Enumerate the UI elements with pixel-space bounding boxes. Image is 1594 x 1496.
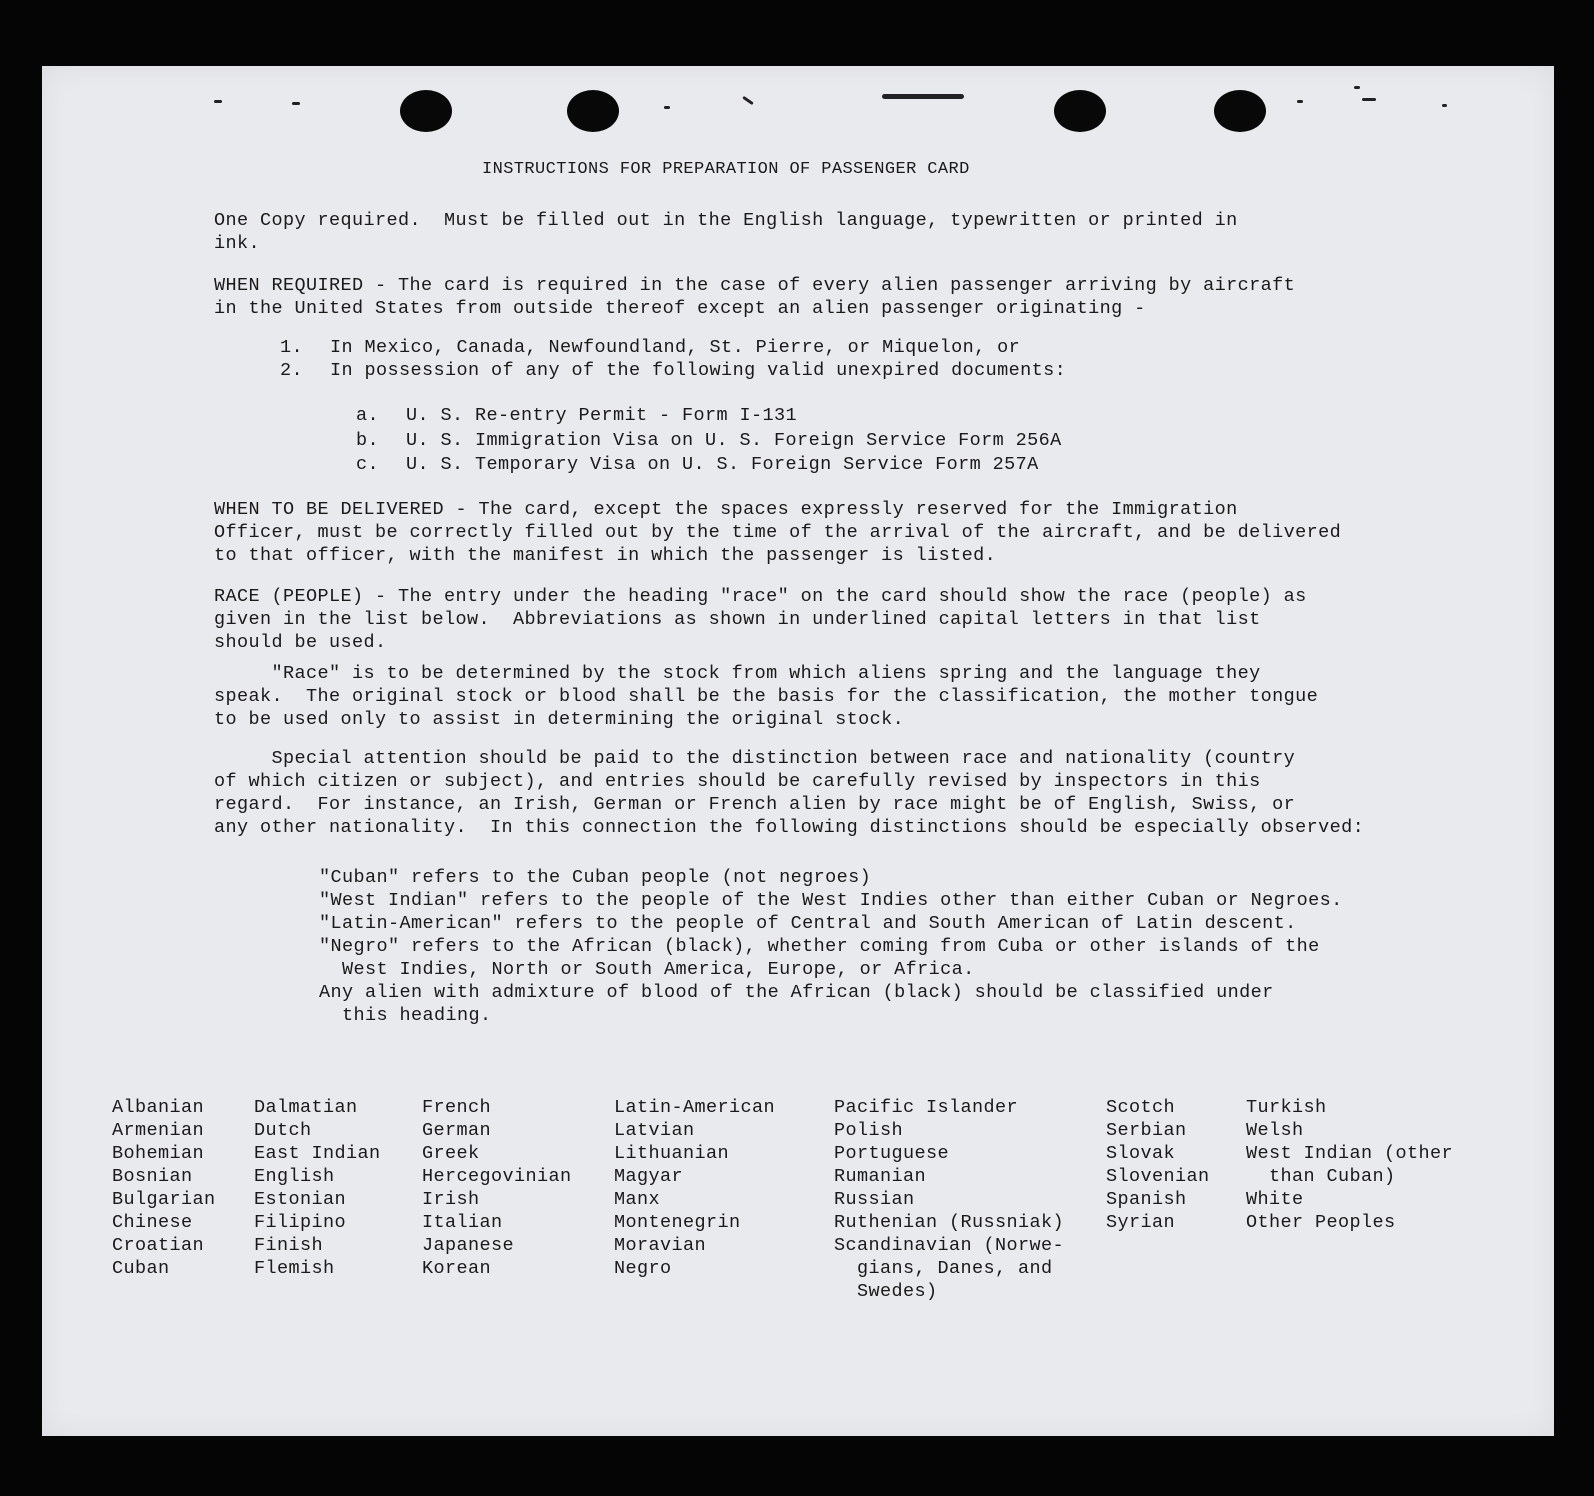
ink-mark — [1297, 100, 1303, 103]
race-entry: Slovak — [1106, 1143, 1176, 1164]
race-entry: Turkish — [1246, 1097, 1327, 1118]
punch-hole — [567, 90, 619, 132]
race-entry: Slovenian — [1106, 1166, 1210, 1187]
race-column — [422, 1096, 572, 1280]
race-column — [112, 1096, 216, 1280]
race-entry: Scandinavian (Norwe- — [834, 1235, 1065, 1256]
race-entry: Spanish — [1106, 1189, 1187, 1210]
race-entry: than Cuban) — [1246, 1166, 1396, 1187]
punch-hole — [1214, 90, 1266, 132]
race-entry: Scotch — [1106, 1097, 1176, 1118]
race-entry: Cuban — [112, 1258, 170, 1279]
race-entry: Finish — [254, 1235, 324, 1256]
document-title: INSTRUCTIONS FOR PREPARATION OF PASSENGER CARD — [482, 160, 970, 179]
list-item-text: U. S. Immigration Visa on U. S. Foreign Service Form 256A — [406, 430, 1062, 451]
intro-paragraph: One Copy required. Must be filled out in the English language, typewritten or printed in ink. — [214, 210, 1238, 254]
ink-mark — [292, 102, 300, 105]
race-column — [1106, 1096, 1210, 1234]
punch-hole — [400, 90, 452, 132]
ink-mark — [1362, 98, 1376, 101]
race-entry: Chinese — [112, 1212, 193, 1233]
race-entry: Albanian — [112, 1097, 205, 1118]
race-entry: West Indian (other — [1246, 1143, 1454, 1164]
race-entry: Other Peoples — [1246, 1212, 1396, 1233]
race-entry: Korean — [422, 1258, 492, 1279]
race-entry: Polish — [834, 1120, 904, 1141]
race-entry: Flemish — [254, 1258, 335, 1279]
list-item-text: U. S. Temporary Visa on U. S. Foreign Service Form 257A — [406, 454, 1039, 475]
special-attention-paragraph: Special attention should be paid to the distinction between race and nationality (country of which citizen or subject), and entries should be carefully revised by inspectors in this regard. For instance, an Irish, German or French alien by race might be of English, Swiss, or any other nationality. In this connection the following distinctions should be especially observed: — [214, 748, 1365, 838]
race-entry: German — [422, 1120, 492, 1141]
race-entry: English — [254, 1166, 335, 1187]
race-entry: Portuguese — [834, 1143, 950, 1164]
race-entry: Dutch — [254, 1120, 312, 1141]
race-entry: Bulgarian — [112, 1189, 216, 1210]
race-entry: Bosnian — [112, 1166, 193, 1187]
race-entry: Bohemian — [112, 1143, 205, 1164]
race-entry: White — [1246, 1189, 1304, 1210]
race-entry: Latvian — [614, 1120, 695, 1141]
list-letter: a. — [356, 405, 380, 426]
race-entry: Irish — [422, 1189, 480, 1210]
ink-mark — [1442, 104, 1447, 107]
race-column — [254, 1096, 381, 1280]
race-entry: Russian — [834, 1189, 915, 1210]
race-entry: Ruthenian (Russniak) — [834, 1212, 1065, 1233]
race-definition-paragraph: "Race" is to be determined by the stock from which aliens spring and the language they speak. The original stock or blood shall be the basis for the classification, the mother tongue to be used only to assist in determining the original stock. — [214, 663, 1319, 730]
race-entry: Latin-American — [614, 1097, 776, 1118]
when-required-paragraph: WHEN REQUIRED - The card is required in the case of every alien passenger arriving by aircraft in the United States from outside thereof except an alien passenger originating - — [214, 275, 1296, 319]
punch-hole — [1054, 90, 1106, 132]
race-entry: Syrian — [1106, 1212, 1176, 1233]
race-entry: Moravian — [614, 1235, 707, 1256]
race-entry: Lithuanian — [614, 1143, 730, 1164]
list-letter: b. — [356, 430, 380, 451]
race-entry: Estonian — [254, 1189, 347, 1210]
list-number: 2. — [280, 360, 304, 381]
race-entry: Manx — [614, 1189, 661, 1210]
ink-mark — [214, 100, 222, 103]
document-page — [42, 66, 1554, 1436]
race-entry: Greek — [422, 1143, 480, 1164]
ink-mark — [742, 96, 754, 105]
race-entry: Swedes) — [834, 1281, 938, 1302]
when-delivered-paragraph: WHEN TO BE DELIVERED - The card, except the spaces expressly reserved for the Immigration Officer, must be correctly filled out by the time of the arrival of the aircraft, and be delivered to that officer, with the manifest in which the passenger is listed. — [214, 499, 1342, 566]
race-entry: East Indian — [254, 1143, 381, 1164]
race-entry: Croatian — [112, 1235, 205, 1256]
list-item-text: U. S. Re-entry Permit - Form I-131 — [406, 405, 798, 426]
distinctions-list: "Cuban" refers to the Cuban people (not negroes) "West Indian" refers to the people of the West Indies other than either Cuban or Negroes. "Latin-American" refers to the people of Central and South American of Latin descent. "Negro" refers to the African (black), whether coming from Cuba or other islands of the West Indies, North or South America, Europe, or Africa. Any alien with admixture of blood of the African (black) should be classified under this heading. — [319, 867, 1343, 1026]
race-entry: Montenegrin — [614, 1212, 741, 1233]
race-entry: gians, Danes, and — [834, 1258, 1053, 1279]
race-entry: Serbian — [1106, 1120, 1187, 1141]
list-item-text: In possession of any of the following valid unexpired documents: — [330, 360, 1067, 381]
race-entry: Filipino — [254, 1212, 347, 1233]
ink-mark — [1354, 86, 1360, 89]
ink-mark — [664, 106, 670, 109]
race-entry: Hercegovinian — [422, 1166, 572, 1187]
race-entry: Dalmatian — [254, 1097, 358, 1118]
race-entry: Italian — [422, 1212, 503, 1233]
race-column — [1246, 1096, 1453, 1234]
race-entry: French — [422, 1097, 492, 1118]
race-entry: Pacific Islander — [834, 1097, 1019, 1118]
race-entry: Negro — [614, 1258, 672, 1279]
race-entry: Rumanian — [834, 1166, 927, 1187]
race-entry: Welsh — [1246, 1120, 1304, 1141]
race-column — [834, 1096, 1064, 1303]
ink-mark — [882, 94, 964, 99]
race-entry: Japanese — [422, 1235, 515, 1256]
race-people-paragraph: RACE (PEOPLE) - The entry under the heading "race" on the card should show the race (people) as given in the list below. Abbreviations as shown in underlined capital letters in that list should be used. — [214, 586, 1307, 653]
race-entry: Armenian — [112, 1120, 205, 1141]
race-column — [614, 1096, 775, 1280]
list-item-text: In Mexico, Canada, Newfoundland, St. Pierre, or Miquelon, or — [330, 337, 1021, 358]
list-number: 1. — [280, 337, 304, 358]
race-entry: Magyar — [614, 1166, 684, 1187]
list-letter: c. — [356, 454, 380, 475]
